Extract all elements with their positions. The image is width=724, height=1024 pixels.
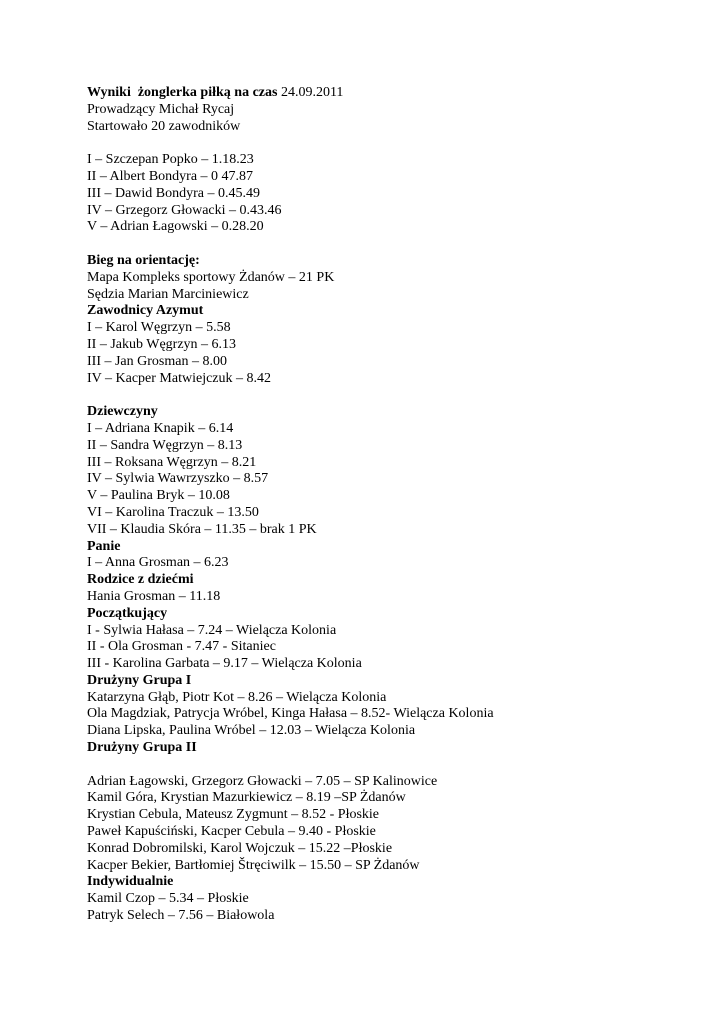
result-line: Paweł Kapuściński, Kacper Cebula – 9.40 - Płoskie: [87, 824, 376, 840]
result-line: II – Jakub Węgrzyn – 6.13: [87, 336, 237, 352]
result-line: Katarzyna Głąb, Piotr Kot – 8.26 – Wielącza Kolonia: [87, 689, 387, 705]
result-line: I – Adriana Knapik – 6.14: [87, 420, 234, 436]
result-line: III - Karolina Garbata – 9.17 – Wielącza Kolonia: [87, 656, 362, 672]
result-line: Kamil Czop – 5.34 – Płoskie: [87, 891, 249, 907]
title-date: 24.09.2011: [277, 85, 344, 100]
result-line: III – Dawid Bondyra – 0.45.49: [87, 185, 261, 201]
spacer: [87, 757, 724, 774]
result-line: Krystian Cebula, Mateusz Zygmunt – 8.52 - Płoskie: [87, 807, 380, 823]
result-line: III – Roksana Węgrzyn – 8.21: [87, 454, 257, 470]
result-line: I – Anna Grosman – 6.23: [87, 555, 229, 571]
result-line: I – Karol Węgrzyn – 5.58: [87, 320, 231, 336]
result-line: V – Adrian Łagowski – 0.28.20: [87, 219, 264, 235]
result-line: III – Jan Grosman – 8.00: [87, 353, 227, 369]
section-heading: Drużyny Grupa II: [87, 740, 197, 756]
result-line: Konrad Dobromilski, Karol Wojczuk – 15.22 –Płoskie: [87, 840, 393, 856]
participants-count: Startowało 20 zawodników: [87, 118, 241, 134]
result-line: I - Sylwia Hałasa – 7.24 – Wielącza Kolonia: [87, 622, 337, 638]
result-line: Adrian Łagowski, Grzegorz Głowacki – 7.05 – SP Kalinowice: [87, 773, 438, 789]
judge-line: Sędzia Marian Marciniewicz: [87, 286, 249, 302]
spacer: [87, 387, 724, 404]
result-line: II – Albert Bondyra – 0 47.87: [87, 168, 254, 184]
result-line: Diana Lipska, Paulina Wróbel – 12.03 – Wielącza Kolonia: [87, 723, 416, 739]
result-line: VII – Klaudia Skóra – 11.35 – brak 1 PK: [87, 521, 317, 537]
map-line: Mapa Kompleks sportowy Żdanów – 21 PK: [87, 269, 335, 285]
section-heading: Zawodnicy Azymut: [87, 303, 204, 319]
result-line: Kamil Góra, Krystian Mazurkiewicz – 8.19 –SP Żdanów: [87, 790, 406, 806]
result-line: Hania Grosman – 11.18: [87, 588, 221, 604]
result-line: Kacper Bekier, Bartłomiej Štręciwilk – 15.50 – SP Żdanów: [87, 857, 420, 873]
section-heading: Indywidualnie: [87, 874, 174, 890]
section-heading: Drużyny Grupa I: [87, 672, 192, 688]
section-heading: Rodzice z dziećmi: [87, 572, 194, 588]
section-heading: Początkujący: [87, 605, 168, 621]
result-line: IV – Grzegorz Głowacki – 0.43.46: [87, 202, 282, 218]
section-heading: Bieg na orientację:: [87, 252, 200, 268]
result-line: I – Szczepan Popko – 1.18.23: [87, 152, 254, 168]
title-text: Wyniki żonglerka piłką na czas: [87, 85, 278, 100]
spacer: [87, 236, 724, 253]
result-line: II – Sandra Węgrzyn – 8.13: [87, 437, 243, 453]
host-line: Prowadzący Michał Rycaj: [87, 101, 235, 117]
result-line: V – Paulina Bryk – 10.08: [87, 488, 230, 504]
result-line: VI – Karolina Traczuk – 13.50: [87, 504, 259, 520]
result-line: Patryk Selech – 7.56 – Białowola: [87, 908, 275, 924]
section-heading: Dziewczyny: [87, 404, 158, 420]
spacer: [87, 135, 724, 152]
result-line: Ola Magdziak, Patrycja Wróbel, Kinga Hałasa – 8.52- Wielącza Kolonia: [87, 706, 494, 722]
result-line: II - Ola Grosman - 7.47 - Sitaniec: [87, 639, 276, 655]
result-line: IV – Sylwia Wawrzyszko – 8.57: [87, 471, 269, 487]
document-title: [87, 85, 724, 102]
result-line: IV – Kacper Matwiejczuk – 8.42: [87, 370, 272, 386]
section-heading: Panie: [87, 538, 121, 554]
